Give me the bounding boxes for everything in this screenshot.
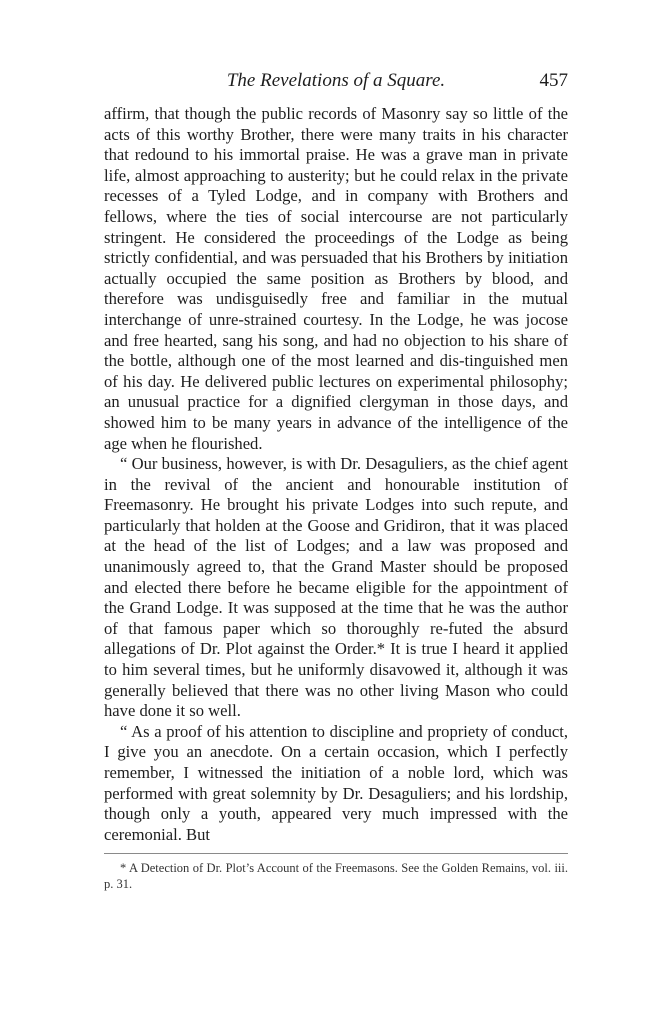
paragraph-2: “ Our business, however, is with Dr. Desaguliers, as the chief agent in the revival of the ancient and honourable institution of Freemasonry. He brought his private Lodges into such repute, and particularly that holden at the Goose and Gridiron, that it was placed at the head of the list of Lodges; and a law was proposed and unanimously agreed to, that the Grand Master should be proposed and elected there before he became eligible for the appointment of the Grand Lodge. It was supposed at the time that he was the author of that famous paper which so thoroughly re-futed the absurd allegations of Dr. Plot against the Order.* It is true I heard it applied to him several times, but he uniformly disavowed it, although it was generally believed that there was no other living Mason who could have done it so well. (104, 454, 568, 721)
book-page (104, 70, 568, 892)
running-title: The Revelations of a Square. (226, 70, 446, 91)
footnote: * A Detection of Dr. Plot’s Account of the Freemasons. See the Golden Remains, vol. iii. p. 31. (104, 861, 568, 892)
paragraph-1: affirm, that though the public records of Masonry say so little of the acts of this worthy Brother, there were many traits in his character that redound to his immortal praise. He was a grave man in private life, almost approaching to austerity; but he could relax in the private recesses of a Tyled Lodge, and in company with Brothers and fellows, where the ties of social intercourse are not particularly stringent. He considered the proceedings of the Lodge as being strictly confidential, and was persuaded that his Brothers by initiation actually occupied the same position as Brothers by blood, and therefore was undisguisedly free and familiar in the mutual interchange of unre-strained courtesy. In the Lodge, he was jocose and free hearted, sang his song, and had no objection to his share of the bottle, although one of the most learned and dis-tinguished men of his day. He delivered public lectures on experimental philosophy; an unusual practice for a dignified clergyman in those days, and showed him to be many years in advance of the intelligence of the age when he flourished. (104, 104, 568, 453)
body-text (104, 104, 568, 845)
paragraph-3: “ As a proof of his attention to discipline and propriety of conduct, I give you an anecdote. On a certain occasion, which I perfectly remember, I witnessed the initiation of a noble lord, which was performed with great solemnity by Dr. Desaguliers; and his lordship, though only a youth, appeared very much impressed with the ceremonial. But (104, 721, 568, 844)
page-header (104, 70, 568, 104)
page-number: 457 (539, 70, 568, 91)
footnote-divider (104, 853, 568, 854)
